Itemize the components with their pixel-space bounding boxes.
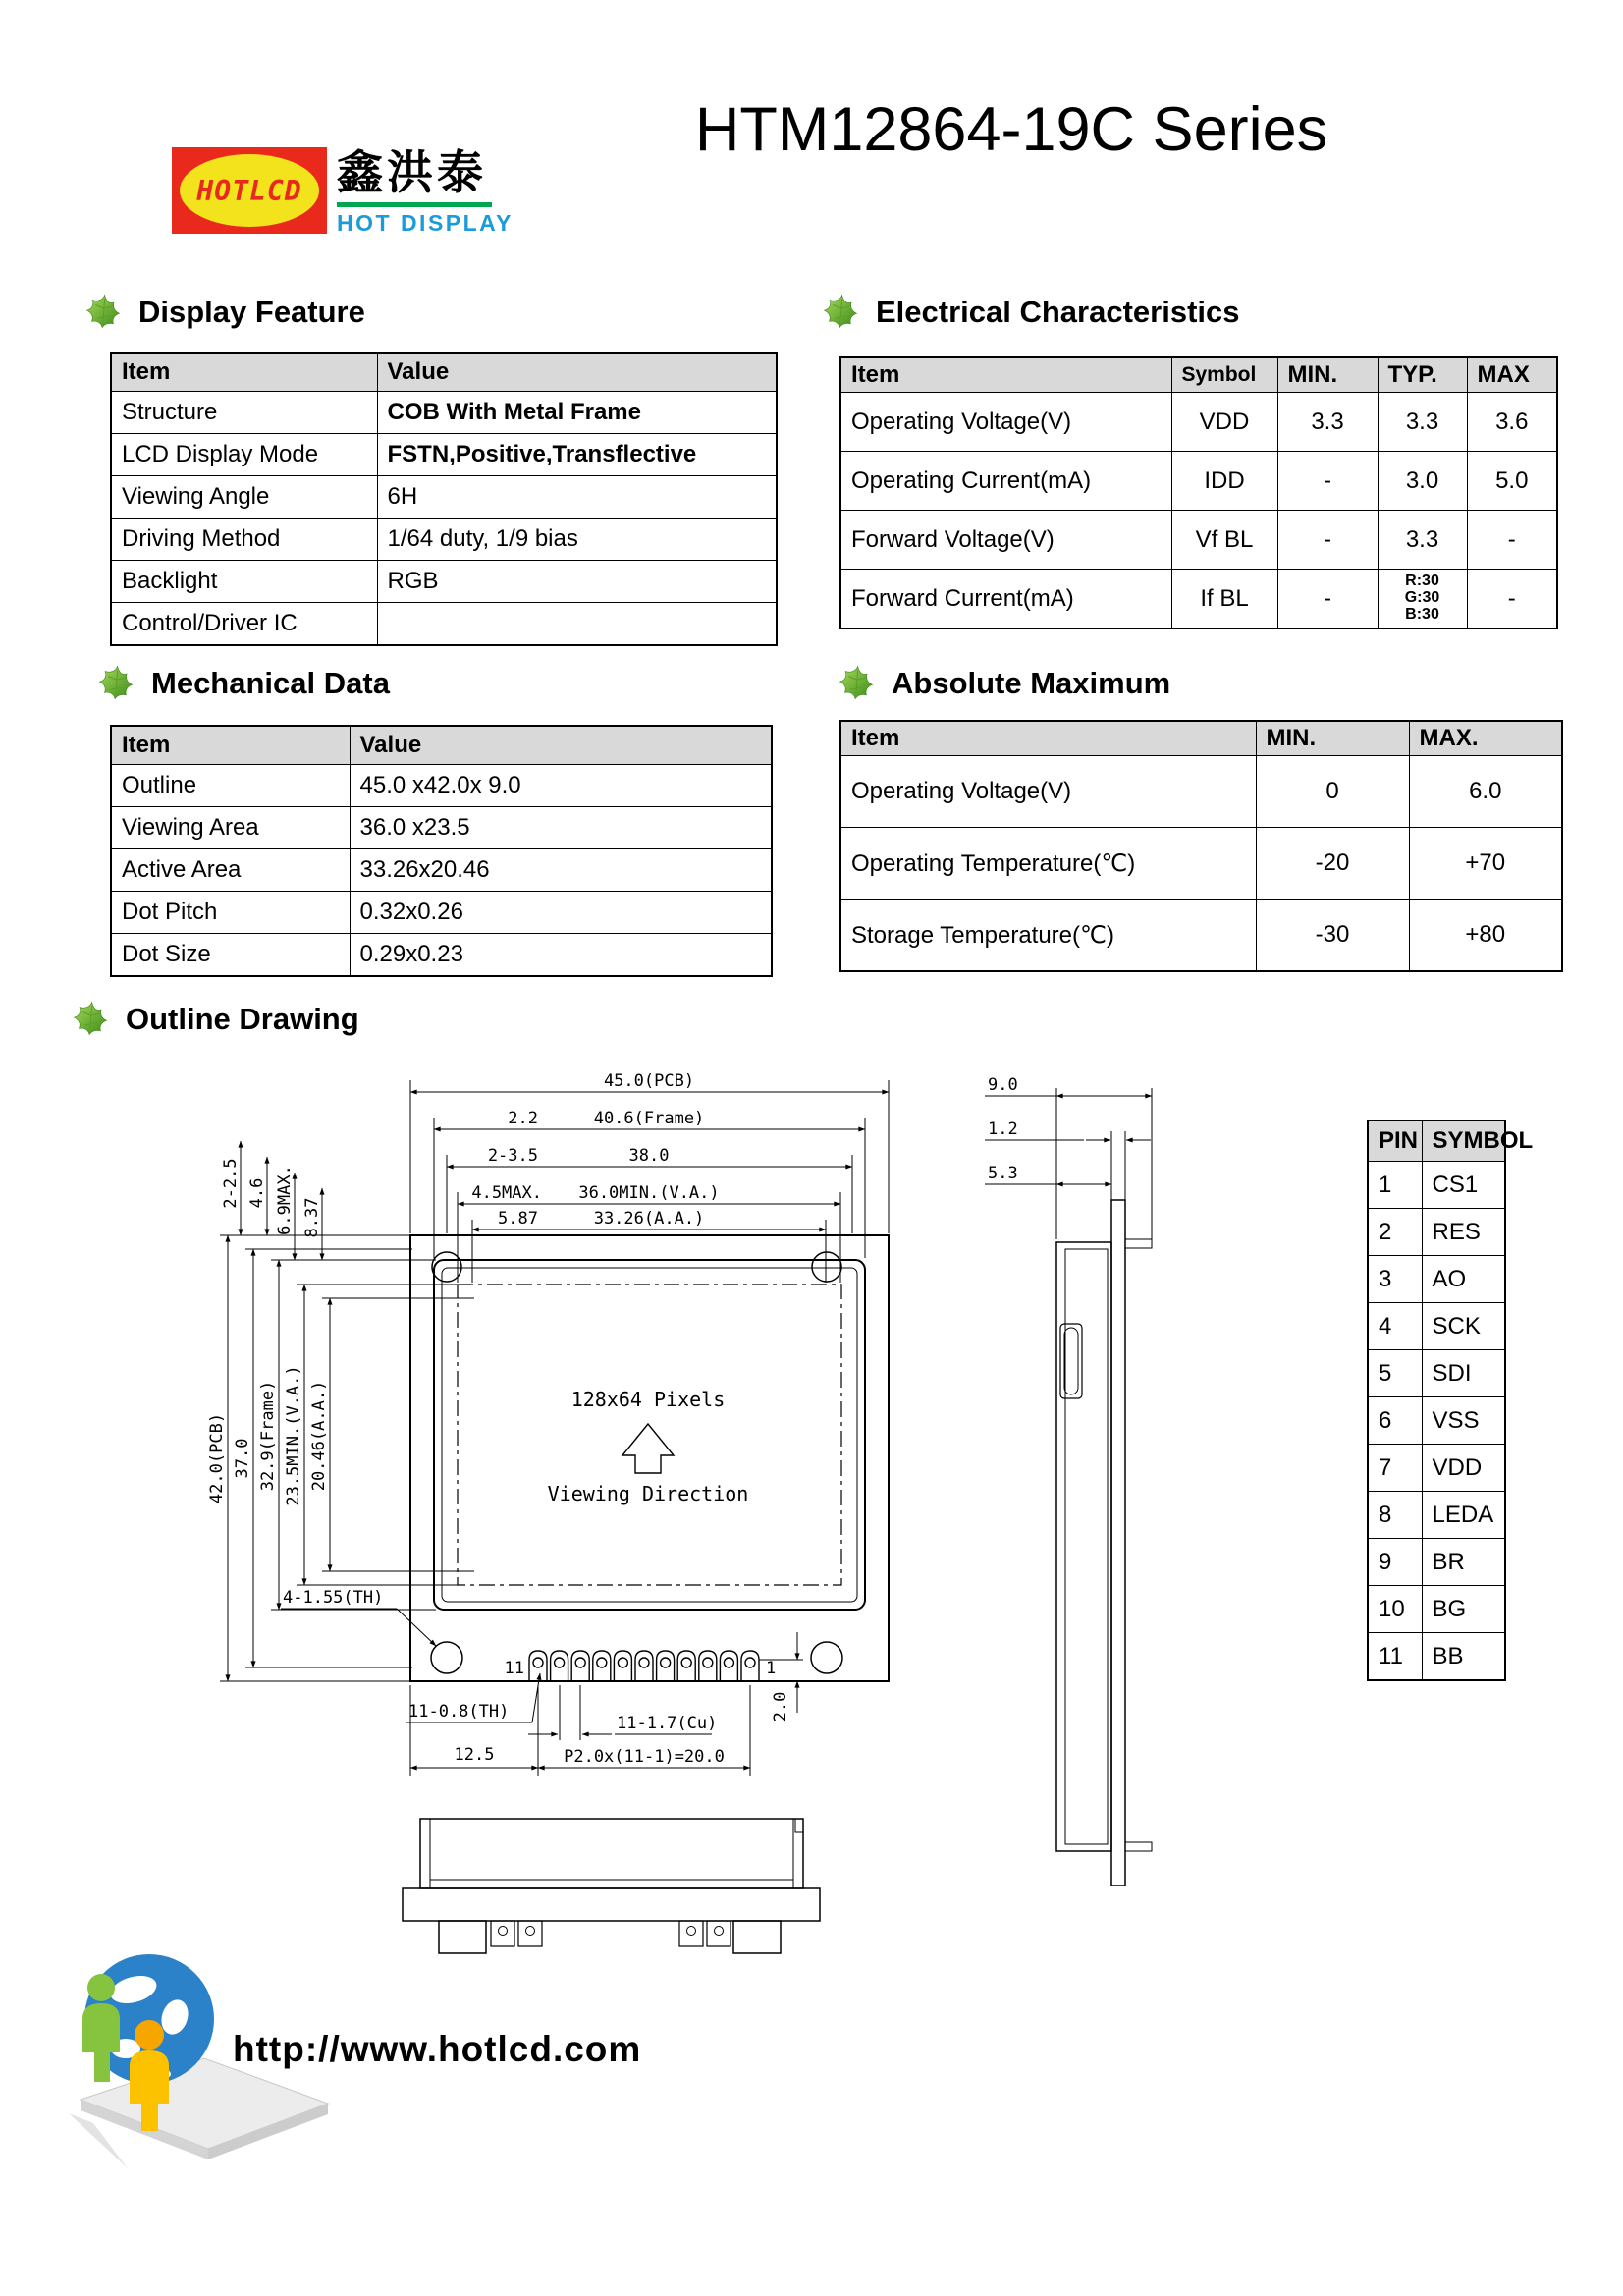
table-cell: 1: [1368, 1162, 1422, 1209]
table-cell: 2: [1368, 1209, 1422, 1256]
table-cell: 0: [1256, 756, 1409, 828]
section-title: Display Feature: [138, 295, 365, 329]
dim-label: 1.2: [988, 1120, 1018, 1139]
dim-label: 5.3: [988, 1164, 1018, 1183]
pin-hole: [597, 1658, 607, 1667]
pin-hole: [681, 1658, 691, 1667]
pin-hole: [555, 1658, 565, 1667]
dim-label: 5.87: [498, 1209, 538, 1229]
table-cell: 1/64 duty, 1/9 bias: [377, 519, 777, 561]
pin-hole: [661, 1658, 671, 1667]
side-view: [1056, 1200, 1152, 1886]
stacked-value: G:30: [1404, 589, 1440, 607]
page-title: HTM12864-19C Series: [694, 95, 1328, 164]
dim-label: 12.5: [454, 1745, 495, 1765]
connector-pin: [614, 1651, 631, 1681]
table-cell: AO: [1422, 1256, 1505, 1303]
table-cell: -: [1467, 511, 1557, 570]
dim-label: 2-3.5: [487, 1146, 538, 1166]
table-cell: 3.3: [1378, 393, 1467, 452]
dim-label: 40.6(Frame): [593, 1109, 705, 1128]
stacked-value: R:30: [1405, 573, 1439, 590]
table-cell: COB With Metal Frame: [377, 392, 777, 434]
table-cell: Storage Temperature(℃): [840, 900, 1256, 972]
yellow-person-icon: [135, 2020, 164, 2050]
connector-pin: [571, 1651, 589, 1681]
side-component: [1060, 1324, 1082, 1398]
table-cell: 11: [1368, 1633, 1422, 1681]
dim-label: 20.46(A.A.): [309, 1380, 329, 1492]
connector-pin: [720, 1651, 737, 1681]
table-cell: RGB: [377, 561, 777, 603]
table-cell: -: [1277, 452, 1378, 511]
table-cell: 3: [1368, 1256, 1422, 1303]
table-cell: IDD: [1171, 452, 1277, 511]
column-header: Value: [377, 353, 777, 392]
table-cell: RES: [1422, 1209, 1505, 1256]
logo-chinese-name: 鑫洪泰: [337, 146, 487, 200]
front-view: [410, 1235, 889, 1681]
section-title: Electrical Characteristics: [876, 295, 1240, 329]
column-header: MIN.: [1277, 357, 1378, 393]
section-title: Mechanical Data: [151, 666, 390, 700]
table-cell: +70: [1409, 828, 1562, 900]
table-cell: 3.0: [1378, 452, 1467, 511]
table-cell: -: [1467, 570, 1557, 629]
table-cell: Forward Voltage(V): [840, 511, 1171, 570]
connector-pin: [529, 1651, 547, 1681]
dim-label: 8.37: [302, 1197, 322, 1238]
column-header: Symbol: [1171, 357, 1277, 393]
website-url: http://www.hotlcd.com: [233, 2029, 642, 2069]
table-cell: Operating Voltage(V): [840, 756, 1256, 828]
table-cell: 7: [1368, 1445, 1422, 1492]
dim-label: 23.5MIN.(V.A.): [284, 1365, 303, 1506]
connector-pin: [699, 1651, 717, 1681]
table-cell: SDI: [1422, 1350, 1505, 1397]
table-cell: Control/Driver IC: [111, 603, 377, 646]
table-cell: Viewing Angle: [111, 476, 377, 519]
viewing-direction-label: Viewing Direction: [547, 1482, 749, 1505]
table-cell: 0.29x0.23: [350, 934, 772, 977]
table-cell: Vf BL: [1171, 511, 1277, 570]
connector-pin: [635, 1651, 653, 1681]
dim-label: 45.0(PCB): [603, 1071, 695, 1091]
dim-label: 38.0: [628, 1146, 670, 1166]
table-cell: Dot Pitch: [111, 892, 350, 934]
column-header: TYP.: [1378, 357, 1467, 393]
table-cell: +80: [1409, 900, 1562, 972]
connector-pin: [741, 1651, 759, 1681]
section-title: Absolute Maximum: [892, 666, 1171, 700]
column-header: Item: [111, 726, 350, 765]
table-cell: Operating Temperature(℃): [840, 828, 1256, 900]
table-cell: VDD: [1171, 393, 1277, 452]
table-cell: 3.6: [1467, 393, 1557, 452]
table-cell: Backlight: [111, 561, 377, 603]
table-cell: FSTN,Positive,Transflective: [377, 434, 777, 476]
pin-number-last: 1: [766, 1659, 777, 1678]
table-cell: 5.0: [1467, 452, 1557, 511]
mounting-hole: [811, 1642, 842, 1673]
column-header: Item: [840, 357, 1171, 393]
column-header: Item: [840, 721, 1256, 756]
dim-label: 2.2: [508, 1109, 538, 1128]
green-person-icon: [87, 1974, 115, 2001]
table-cell: Driving Method: [111, 519, 377, 561]
dim-label: 42.0(PCB): [207, 1412, 227, 1504]
table-cell: BG: [1422, 1586, 1505, 1633]
dim-label: 36.0MIN.(V.A.): [578, 1183, 720, 1203]
table-cell: -: [1277, 570, 1378, 629]
logo-subtitle: HOT DISPLAY: [337, 210, 514, 237]
table-cell: 36.0 x23.5: [350, 807, 772, 849]
table-cell: 6: [1368, 1397, 1422, 1445]
table-cell: 6.0: [1409, 756, 1562, 828]
pin-number-first: 11: [504, 1659, 524, 1678]
dim-label: 9.0: [988, 1075, 1018, 1095]
table-cell: -20: [1256, 828, 1409, 900]
column-header: PIN: [1368, 1121, 1422, 1162]
dim-label: 2.0: [771, 1691, 790, 1722]
table-cell: BB: [1422, 1633, 1505, 1681]
pin-hole: [533, 1658, 543, 1667]
logo-brand-text: HOTLCD: [196, 174, 302, 207]
column-header: MAX: [1467, 357, 1557, 393]
table-cell: 3.3: [1378, 511, 1467, 570]
table-cell: LEDA: [1422, 1492, 1505, 1539]
pin-hole: [724, 1658, 733, 1667]
connector-pin: [657, 1651, 675, 1681]
dim-label: 11-0.8(TH): [408, 1702, 510, 1722]
dim-label: 32.9(Frame): [258, 1380, 278, 1492]
table-cell: VDD: [1422, 1445, 1505, 1492]
table-cell: 6H: [377, 476, 777, 519]
connector-pin: [677, 1651, 695, 1681]
connector-pin: [593, 1651, 611, 1681]
dim-label: 2-2.5: [221, 1158, 241, 1209]
stacked-value: B:30: [1405, 605, 1439, 623]
table-cell: Forward Current(mA): [840, 570, 1171, 629]
dim-label: 33.26(A.A.): [593, 1209, 705, 1229]
mounting-hole: [812, 1252, 841, 1282]
dim-label: 4-1.55(TH): [283, 1588, 384, 1608]
table-cell: Structure: [111, 392, 377, 434]
table-cell: Active Area: [111, 849, 350, 892]
column-header: Value: [350, 726, 772, 765]
pin-row: [529, 1651, 759, 1681]
section-title: Outline Drawing: [126, 1002, 359, 1036]
connector-pin: [551, 1651, 568, 1681]
pin-hole: [639, 1658, 649, 1667]
dim-label: 6.9MAX.: [275, 1165, 295, 1235]
table-cell: 0.32x0.26: [350, 892, 772, 934]
table-cell: 3.3: [1277, 393, 1378, 452]
table-cell: Operating Current(mA): [840, 452, 1171, 511]
side-component-inner: [1064, 1328, 1078, 1394]
table-cell: If BL: [1171, 570, 1277, 629]
bottom-dimensions: [281, 1609, 803, 1776]
table-cell: -: [1277, 511, 1378, 570]
table-cell: Outline: [111, 765, 350, 807]
pin-hole: [703, 1658, 713, 1667]
column-header: MIN.: [1256, 721, 1409, 756]
viewing-area-outline: [458, 1285, 841, 1585]
table-cell: CS1: [1422, 1162, 1505, 1209]
table-cell: 33.26x20.46: [350, 849, 772, 892]
dim-label: P2.0x(11-1)=20.0: [564, 1747, 725, 1767]
dim-label: 4.6: [247, 1177, 267, 1209]
table-cell: Operating Voltage(V): [840, 393, 1171, 452]
column-header: SYMBOL: [1422, 1121, 1505, 1162]
table-cell: BR: [1422, 1539, 1505, 1586]
viewing-direction-arrow: [622, 1424, 674, 1473]
pin-hole: [745, 1658, 755, 1667]
dim-label: 4.5MAX.: [471, 1183, 542, 1203]
table-cell: 10: [1368, 1586, 1422, 1633]
table-cell: VSS: [1422, 1397, 1505, 1445]
table-cell: 9: [1368, 1539, 1422, 1586]
mounting-hole: [431, 1642, 462, 1673]
dim-label: 37.0: [233, 1438, 252, 1479]
table-cell: SCK: [1422, 1303, 1505, 1350]
table-cell: -30: [1256, 900, 1409, 972]
column-header: MAX.: [1409, 721, 1562, 756]
column-header: Item: [111, 353, 377, 392]
pin-hole: [618, 1658, 627, 1667]
table-cell: 5: [1368, 1350, 1422, 1397]
table-cell: Viewing Area: [111, 807, 350, 849]
table-cell: 8: [1368, 1492, 1422, 1539]
dim-label: 11-1.7(Cu): [617, 1714, 718, 1733]
bottom-view: [403, 1819, 820, 1953]
table-cell: Dot Size: [111, 934, 350, 977]
table-cell: 4: [1368, 1303, 1422, 1350]
pin-hole: [575, 1658, 585, 1667]
table-cell: 45.0 x42.0x 9.0: [350, 765, 772, 807]
pixels-label: 128x64 Pixels: [570, 1388, 726, 1411]
table-cell: LCD Display Mode: [111, 434, 377, 476]
